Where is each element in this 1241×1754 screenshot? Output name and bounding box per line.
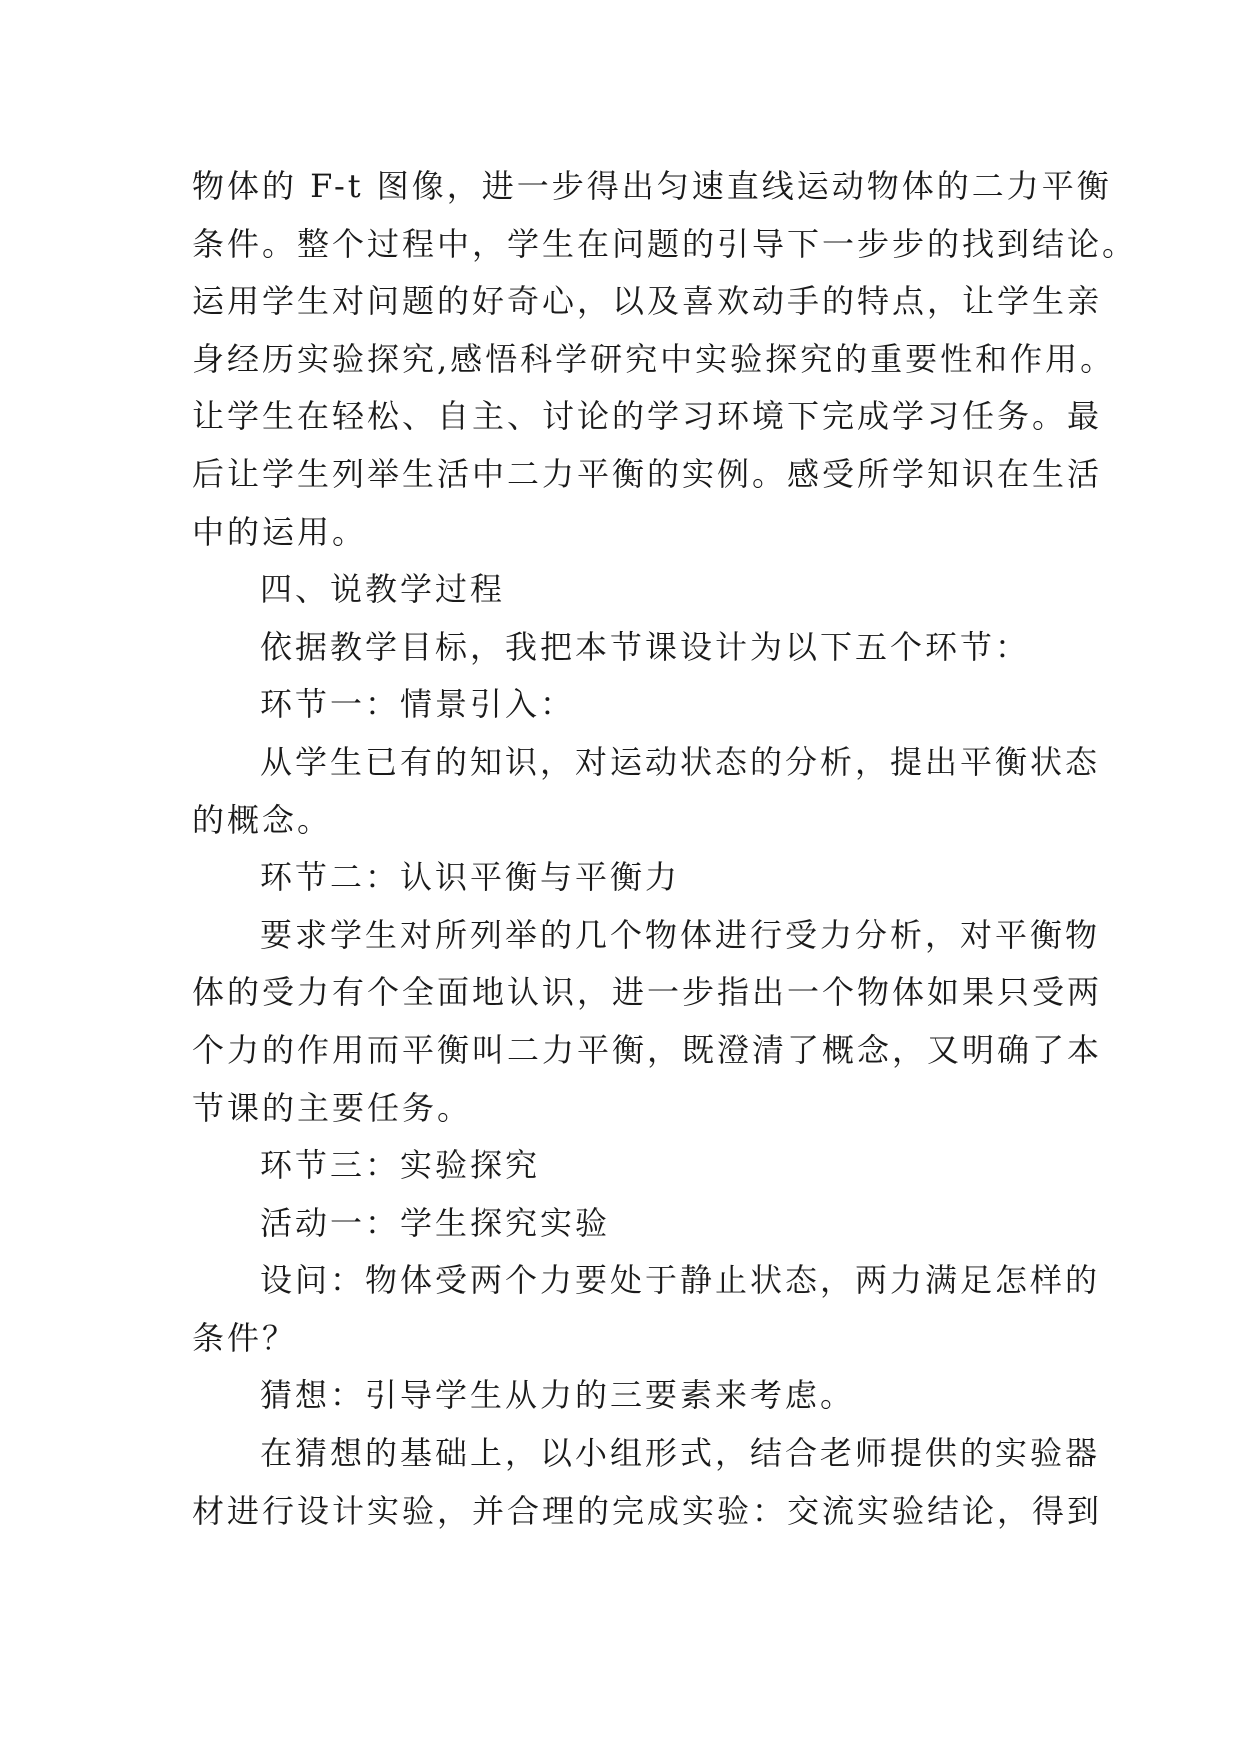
text-line: 环节一：情景引入：: [260, 685, 576, 724]
text-line: 的概念。: [192, 800, 333, 839]
text-line: 中的运用。: [192, 512, 368, 551]
text-line: 节课的主要任务。: [192, 1088, 473, 1127]
text-line: 要求学生对所列举的几个物体进行受力分析，对平衡物: [260, 915, 1101, 954]
text-line: 条件？: [192, 1318, 298, 1357]
document-body: [192, 158, 1138, 1540]
text-line: 体的受力有个全面地认识，进一步指出一个物体如果只受两: [192, 973, 1103, 1012]
text-line: 身经历实验探究,感悟科学研究中实验探究的重要性和作用。: [192, 339, 1116, 378]
text-line: 设问：物体受两个力要处于静止状态，两力满足怎样的: [260, 1261, 1101, 1300]
text-line: 从学生已有的知识，对运动状态的分析，提出平衡状态: [260, 742, 1101, 781]
text-line: 材进行设计实验，并合理的完成实验：交流实验结论，得到: [192, 1491, 1103, 1530]
text-line: 依据教学目标，我把本节课设计为以下五个环节：: [260, 627, 1031, 666]
text-line: 活动一：学生探究实验: [260, 1203, 611, 1242]
text-line: 让学生在轻松、自主、讨论的学习环境下完成学习任务。最: [192, 397, 1103, 436]
text-line: 运用学生对问题的好奇心，以及喜欢动手的特点，让学生亲: [192, 282, 1103, 321]
text-line: 物体的 F-t 图像，进一步得出匀速直线运动物体的二力平衡: [192, 167, 1112, 205]
text-line: 四、说教学过程: [260, 570, 506, 609]
text-line: 环节三：实验探究: [260, 1146, 541, 1185]
text-line: 个力的作用而平衡叫二力平衡，既澄清了概念，又明确了本: [192, 1030, 1103, 1069]
text-line: 条件。整个过程中，学生在问题的引导下一步步的找到结论。: [192, 224, 1138, 263]
text-line: 环节二：认识平衡与平衡力: [260, 858, 681, 897]
text-line: 后让学生列举生活中二力平衡的实例。感受所学知识在生活: [192, 454, 1103, 493]
text-line: 在猜想的基础上，以小组形式，结合老师提供的实验器: [260, 1434, 1101, 1473]
text-line: 猜想：引导学生从力的三要素来考虑。: [260, 1376, 856, 1415]
